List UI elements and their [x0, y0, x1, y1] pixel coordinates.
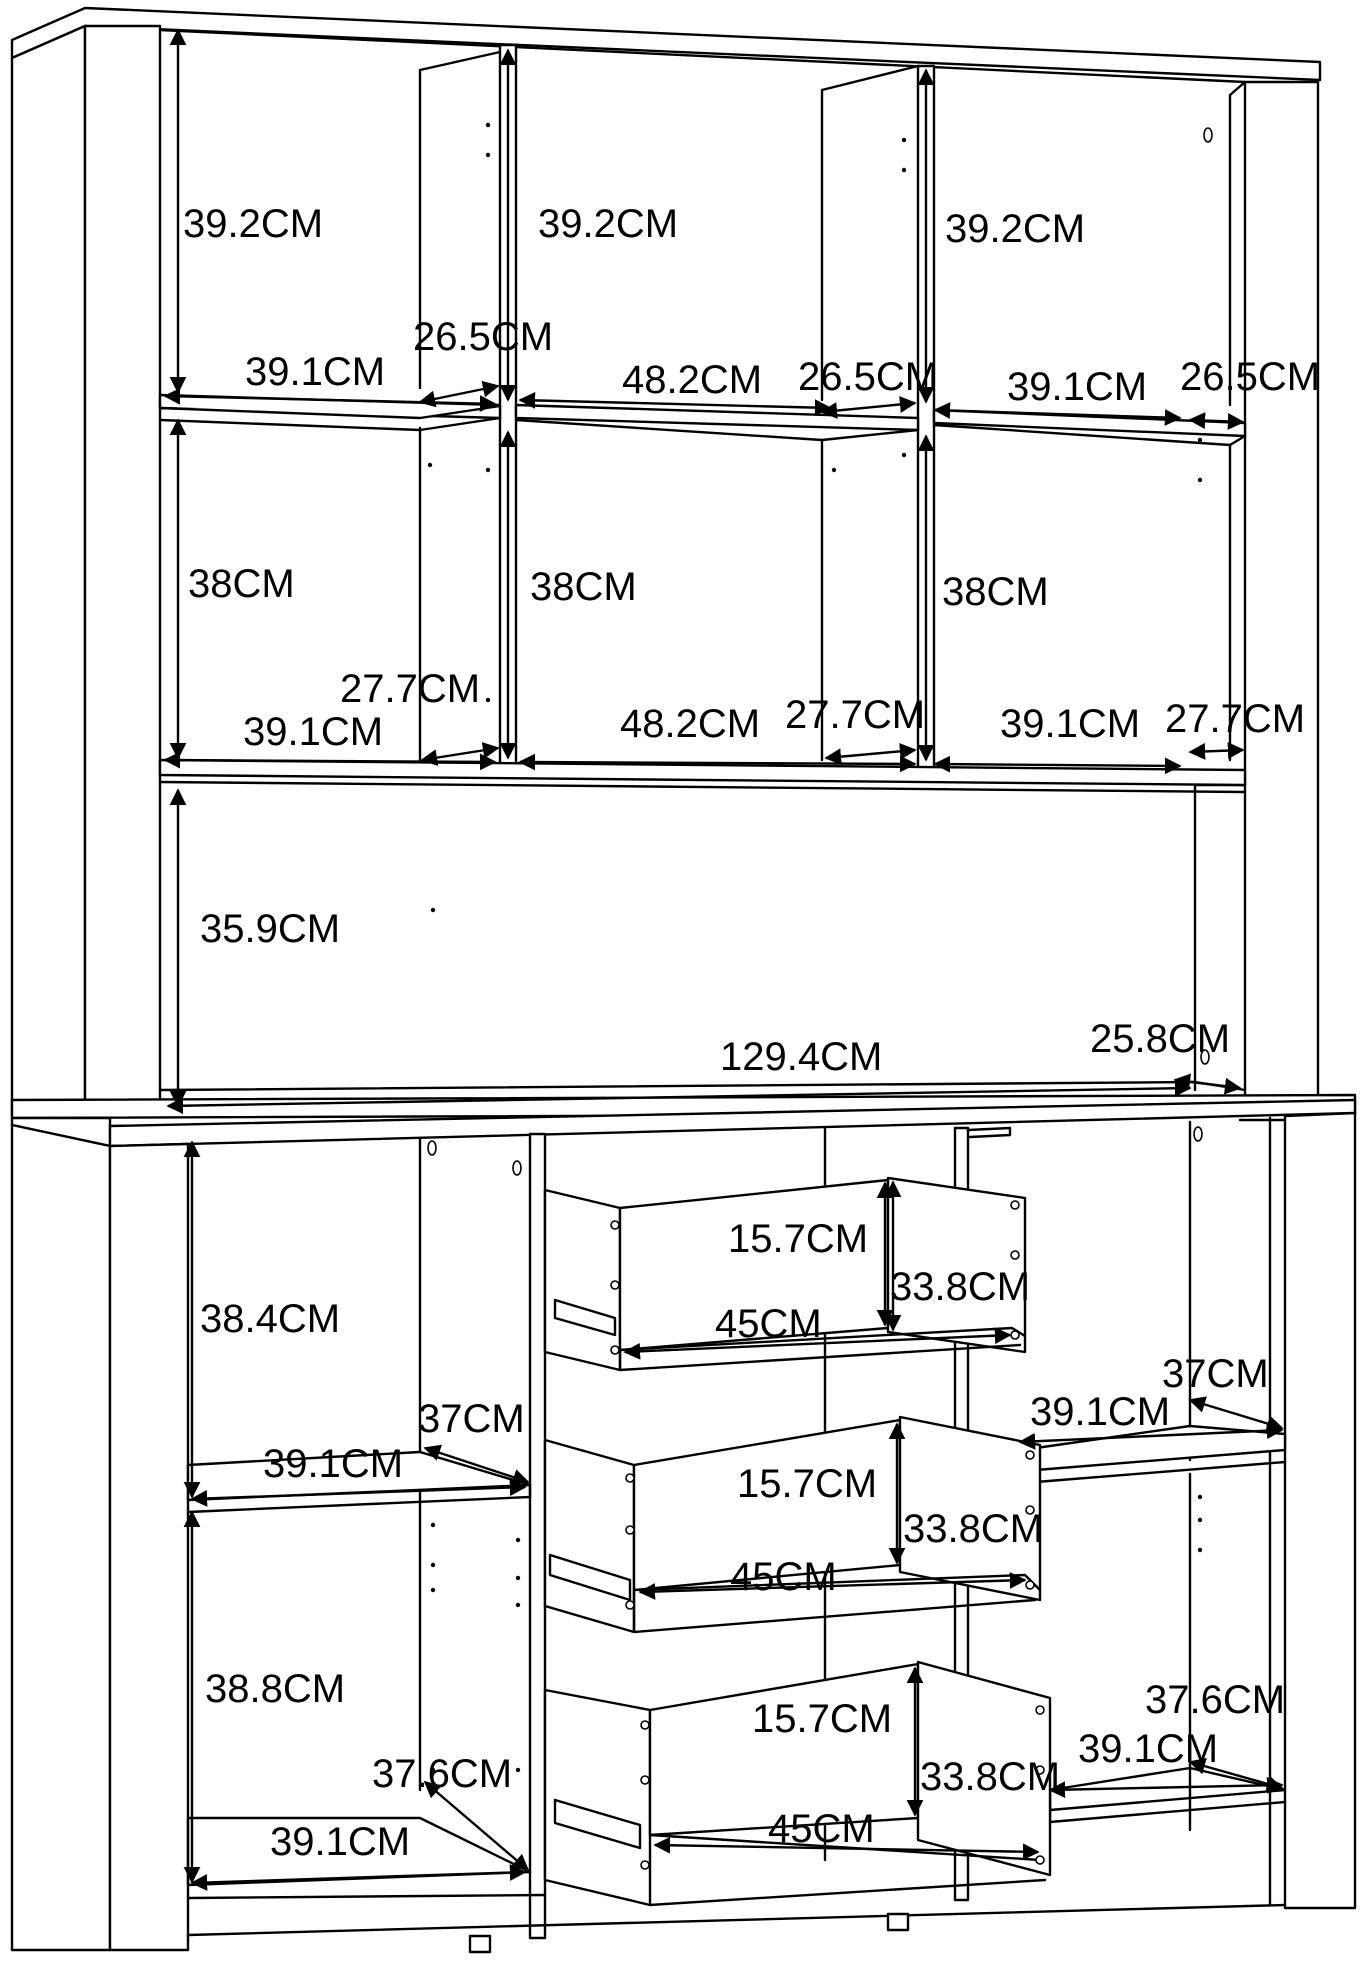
dim-open-shelf-depth [1175, 1080, 1240, 1088]
label-right-lower-width: 39.1CM [1078, 1727, 1219, 1771]
label-middle-row-height-1: 38CM [188, 562, 295, 606]
label-right-upper-depth: 37CM [1162, 1352, 1269, 1396]
label-drawer-2-depth: 33.8CM [903, 1507, 1044, 1551]
label-drawer-3-height: 15.7CM [752, 1697, 893, 1741]
label-drawer-2-height: 15.7CM [737, 1462, 878, 1506]
label-drawer-1-height: 15.7CM [728, 1217, 869, 1261]
label-middle-row-depth-3: 27.7CM [1165, 697, 1306, 741]
hutch-top-board [12, 8, 1320, 80]
label-middle-row-depth-1: 27.7CM [340, 667, 481, 711]
sideboard-left-panel [12, 1125, 110, 1950]
label-drawer-3-width: 45CM [768, 1807, 875, 1851]
dim-top-row-depth-1 [420, 386, 498, 402]
dim-middle-row-width-3 [935, 764, 1180, 766]
label-top-row-depth-1: 26.5CM [413, 315, 554, 359]
label-open-shelf-width: 129.4CM [720, 1035, 883, 1079]
label-top-row-depth-3: 26.5CM [1180, 355, 1321, 399]
label-top-row-width-3: 39.1CM [1007, 365, 1148, 409]
label-drawer-1-width: 45CM [715, 1302, 822, 1346]
label-right-upper-width: 39.1CM [1030, 1390, 1171, 1434]
label-middle-row-width-3: 39.1CM [1000, 702, 1141, 746]
label-right-lower-depth: 37.6CM [1145, 1678, 1286, 1722]
label-left-upper-depth: 37CM [418, 1397, 525, 1441]
sideboard-right-panel [1285, 1113, 1355, 1908]
label-middle-row-width-1: 39.1CM [243, 710, 384, 754]
dim-top-row-depth-2 [822, 403, 915, 412]
label-drawer-2-width: 45CM [730, 1555, 837, 1599]
dim-middle-row-depth-3 [1190, 750, 1243, 752]
dimension-labels [183, 202, 1320, 1864]
label-middle-row-height-3: 38CM [942, 570, 1049, 614]
label-top-row-width-2: 48.2CM [622, 358, 763, 402]
label-top-row-height-1: 39.2CM [183, 202, 324, 246]
label-open-shelf-depth: 25.8CM [1090, 1017, 1231, 1061]
label-left-upper-width: 39.1CM [263, 1442, 404, 1486]
label-middle-row-depth-2: 27.7CM [785, 693, 926, 737]
sideboard-foot-left [470, 1936, 490, 1952]
sideboard [12, 1100, 1355, 1952]
hutch-left-panel-front [85, 26, 160, 1110]
label-top-row-depth-2: 26.5CM [798, 355, 939, 399]
dim-left-lower-width [192, 1872, 525, 1883]
label-open-shelf-height: 35.9CM [200, 907, 341, 951]
label-drawer-3-depth: 33.8CM [920, 1755, 1061, 1799]
hutch-left-panel [12, 26, 85, 1115]
label-middle-row-height-2: 38CM [530, 565, 637, 609]
label-left-upper-height: 38.4CM [200, 1297, 341, 1341]
sideboard-foot-right [888, 1914, 908, 1930]
label-top-row-height-3: 39.2CM [945, 207, 1086, 251]
label-left-lower-depth: 37.6CM [372, 1752, 513, 1796]
hutch-right-panel [1245, 82, 1318, 1098]
label-drawer-1-depth: 33.8CM [890, 1265, 1031, 1309]
dim-middle-row-depth-2 [826, 750, 915, 758]
dim-right-upper-depth [1190, 1400, 1282, 1428]
label-middle-row-width-2: 48.2CM [620, 702, 761, 746]
label-top-row-width-1: 39.1CM [245, 350, 386, 394]
label-left-lower-width: 39.1CM [270, 1820, 411, 1864]
label-top-row-height-2: 39.2CM [538, 202, 679, 246]
dim-right-lower-width [1050, 1785, 1282, 1790]
dim-middle-row-depth-1 [422, 748, 498, 760]
label-left-lower-height: 38.8CM [205, 1667, 346, 1711]
